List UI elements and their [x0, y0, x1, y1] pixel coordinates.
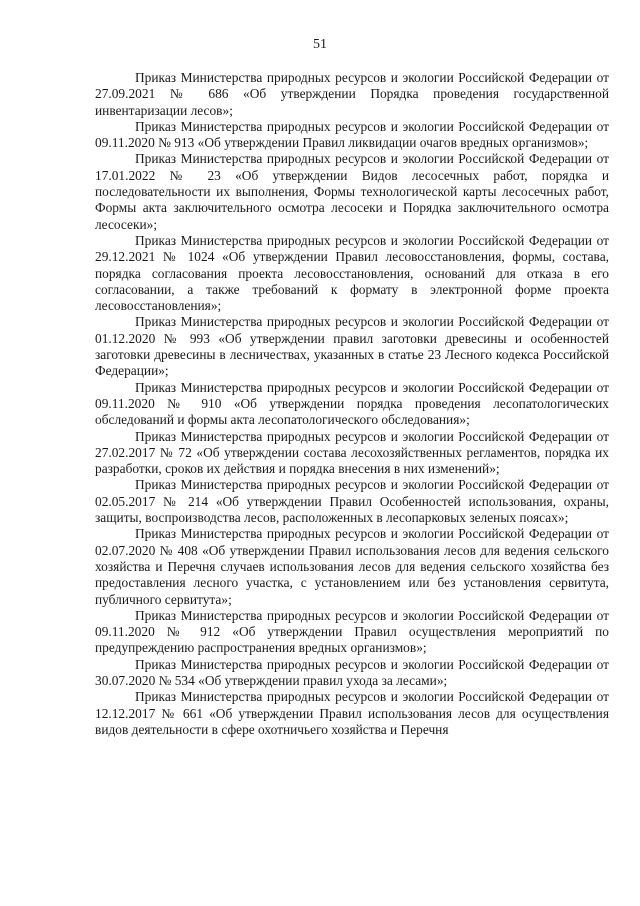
order-paragraph: Приказ Министерства природных ресурсов и экологии Российской Федерации от 02.05.2017 № 214 «Об утверждении Правил Особенностей использования, охраны, защиты, воспроизводства лесов, расположенных в лесопарковых зеленых поясах»; — [95, 477, 609, 526]
order-paragraph: Приказ Министерства природных ресурсов и экологии Российской Федерации от 27.09.2021 № 686 «Об утверждении Порядка проведения государственной инвентаризации лесов»; — [95, 70, 609, 118]
order-paragraph: Приказ Министерства природных ресурсов и экологии Российской Федерации от 09.11.2020 № 913 «Об утверждении Правил ликвидации очагов вредных организмов»; — [95, 118, 609, 151]
order-paragraph: Приказ Министерства природных ресурсов и экологии Российской Федерации от 12.12.2017 № 661 «Об утверждении Правил использования лесов для осуществления видов деятельности в сфере охотничьего хозяйства и Перечня — [95, 689, 609, 737]
order-paragraph: Приказ Министерства природных ресурсов и экологии Российской Федерации от 29.12.2021 № 1024 «Об утверждении Правил лесовосстановления, формы, состава, порядка согласования проекта лесовосстановления, оснований для отказа в его согласовании, а также требований к формату в электронной форме проекта лесовосстановления»; — [95, 232, 609, 314]
order-paragraph: Приказ Министерства природных ресурсов и экологии Российской Федерации от 30.07.2020 № 534 «Об утверждении правил ухода за лесами»; — [95, 656, 609, 688]
order-paragraph: Приказ Министерства природных ресурсов и экологии Российской Федерации от 09.11.2020 № 910 «Об утверждении порядка проведения лесопатологических обследований и формы акта лесопатологического обследования»; — [95, 379, 609, 428]
order-paragraph: Приказ Министерства природных ресурсов и экологии Российской Федерации от 01.12.2020 № 993 «Об утверждении правил заготовки древесины и особенностей заготовки древесины в лесничествах, указанных в статье 23 Лесного кодекса Российской Федерации»; — [95, 314, 609, 379]
order-paragraph: Приказ Министерства природных ресурсов и экологии Российской Федерации от 09.11.2020 № 912 «Об утверждении Правил осуществления мероприятий по предупреждению распространения вредных организмов»; — [95, 607, 609, 656]
document-body — [95, 70, 609, 738]
order-paragraph: Приказ Министерства природных ресурсов и экологии Российской Федерации от 17.01.2022 № 23 «Об утверждении Видов лесосечных работ, порядка и последовательности их выполнения, Формы технологической карты лесосечных работ, Формы акта заключительного осмотра лесосеки и Порядка заключительного осмотра лесосеки»; — [95, 151, 609, 232]
order-paragraph: Приказ Министерства природных ресурсов и экологии Российской Федерации от 02.07.2020 № 408 «Об утверждении Правил использования лесов для ведения сельского хозяйства и Перечня случаев использования лесов для ведения сельского хозяйства без предоставления лесного участка, с установлением или без установления сервитута, публичного сервитута»; — [95, 526, 609, 607]
order-paragraph: Приказ Министерства природных ресурсов и экологии Российской Федерации от 27.02.2017 № 72 «Об утверждении состава лесохозяйственных регламентов, порядка их разработки, сроков их действия и порядка внесения в них изменений»; — [95, 428, 609, 477]
page-number: 51 — [313, 37, 327, 52]
